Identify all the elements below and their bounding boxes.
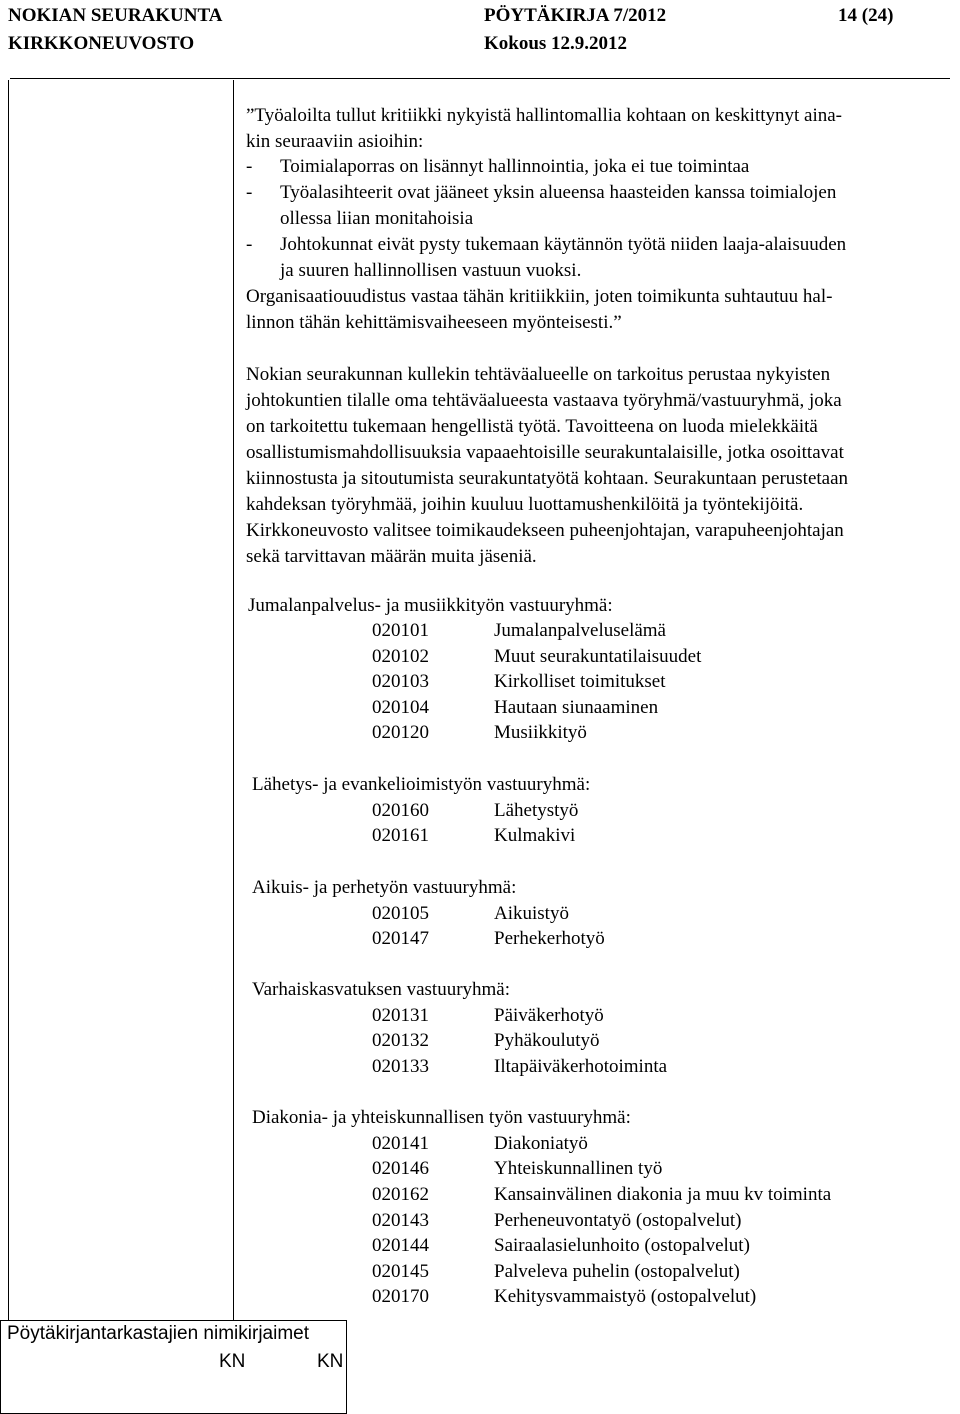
item-code: 020146 bbox=[372, 1158, 429, 1179]
item-name: Aikuistyö bbox=[494, 903, 569, 924]
quote-outro-line: linnon tähän kehittämisvaiheeseen myönteisesti.” bbox=[246, 312, 622, 333]
item-name: Iltapäiväkerhotoiminta bbox=[494, 1056, 668, 1077]
paragraph-line: osallistumismahdollisuuksia vapaaehtoisille seurakuntalaisille, jotka osoittavat bbox=[246, 442, 844, 463]
item-code: 020132 bbox=[372, 1030, 429, 1051]
bullet-text: Toimialaporras on lisännyt hallinnointia, joka ei tue toimintaa bbox=[280, 156, 750, 177]
item-code: 020160 bbox=[372, 800, 429, 821]
signature-initials: KN bbox=[219, 1351, 246, 1372]
item-name: Sairaalasielunhoito (ostopalvelut) bbox=[494, 1235, 750, 1256]
bullet-dash: - bbox=[246, 156, 253, 177]
paragraph-line: kahdeksan työryhmää, joihin kuuluu luottamushenkilöitä ja työntekijöitä. bbox=[246, 494, 804, 515]
item-code: 020141 bbox=[372, 1133, 429, 1154]
bullet-text: ollessa liian monitahoisia bbox=[280, 208, 474, 229]
paragraph-line: johtokuntien tilalle oma tehtäväalueesta vastaava työryhmä/vastuuryhmä, joka bbox=[246, 390, 842, 411]
group-title: Varhaiskasvatuksen vastuuryhmä: bbox=[252, 979, 511, 1000]
item-code: 020162 bbox=[372, 1184, 429, 1205]
item-name: Lähetystyö bbox=[494, 800, 579, 821]
header-rule bbox=[10, 78, 950, 79]
item-name: Muut seurakuntatilaisuudet bbox=[494, 646, 702, 667]
paragraph-line: sekä tarvittavan määrän muita jäseniä. bbox=[246, 546, 537, 567]
item-code: 020105 bbox=[372, 903, 429, 924]
header-page-number: 14 (24) bbox=[838, 5, 894, 26]
group-title: Jumalanpalvelus- ja musiikkityön vastuuryhmä: bbox=[248, 595, 613, 616]
item-code: 020145 bbox=[372, 1261, 429, 1282]
quote-intro-line: kin seuraaviin asioihin: bbox=[246, 131, 424, 152]
signature-box bbox=[0, 1320, 347, 1414]
item-code: 020104 bbox=[372, 697, 429, 718]
item-name: Kansainvälinen diakonia ja muu kv toiminta bbox=[494, 1184, 832, 1205]
quote-outro-line: Organisaatiouudistus vastaa tähän kritiikkiin, joten toimikunta suhtautuu hal- bbox=[246, 286, 833, 307]
item-name: Yhteiskunnallinen työ bbox=[494, 1158, 663, 1179]
signature-initials: KN bbox=[317, 1351, 344, 1372]
item-name: Kirkolliset toimitukset bbox=[494, 671, 666, 692]
item-name: Hautaan siunaaminen bbox=[494, 697, 659, 718]
margin-column bbox=[8, 80, 234, 1320]
quote-intro-line: ”Työaloilta tullut kritiikki nykyistä hallintomallia kohtaan on keskittynyt aina- bbox=[246, 105, 843, 126]
bullet-text: Työalasihteerit ovat jääneet yksin alueensa haasteiden kanssa toimialojen bbox=[280, 182, 837, 203]
bullet-dash: - bbox=[246, 182, 253, 203]
group-title: Aikuis- ja perhetyön vastuuryhmä: bbox=[252, 877, 517, 898]
bullet-dash: - bbox=[246, 234, 253, 255]
paragraph-line: on tarkoitettu tukemaan hengellistä työtä. Tavoitteena on luoda mielekkäitä bbox=[246, 416, 818, 437]
item-code: 020161 bbox=[372, 825, 429, 846]
header-body: KIRKKONEUVOSTO bbox=[8, 33, 195, 54]
header-org: NOKIAN SEURAKUNTA bbox=[8, 5, 223, 26]
header-doc-title: PÖYTÄKIRJA 7/2012 bbox=[484, 5, 667, 26]
signature-title: Pöytäkirjantarkastajien nimikirjaimet bbox=[7, 1323, 309, 1344]
paragraph-line: kiinnostusta ja sitoutumista seurakuntatyötä kohtaan. Seurakuntaan perustetaan bbox=[246, 468, 849, 489]
paragraph-line: Kirkkoneuvosto valitsee toimikaudekseen puheenjohtajan, varapuheenjohtajan bbox=[246, 520, 844, 541]
item-name: Jumalanpalveluselämä bbox=[494, 620, 666, 641]
item-name: Kulmakivi bbox=[494, 825, 576, 846]
item-name: Palveleva puhelin (ostopalvelut) bbox=[494, 1261, 740, 1282]
item-code: 020147 bbox=[372, 928, 429, 949]
item-code: 020144 bbox=[372, 1235, 429, 1256]
item-code: 020103 bbox=[372, 671, 429, 692]
item-name: Perhekerhotyö bbox=[494, 928, 605, 949]
item-code: 020133 bbox=[372, 1056, 429, 1077]
item-code: 020170 bbox=[372, 1286, 429, 1307]
item-name: Musiikkityö bbox=[494, 722, 587, 743]
item-name: Päiväkerhotyö bbox=[494, 1005, 604, 1026]
item-name: Pyhäkoulutyö bbox=[494, 1030, 600, 1051]
header-meeting-date: Kokous 12.9.2012 bbox=[484, 33, 628, 54]
item-code: 020131 bbox=[372, 1005, 429, 1026]
group-title: Lähetys- ja evankelioimistyön vastuuryhmä: bbox=[252, 774, 591, 795]
item-code: 020120 bbox=[372, 722, 429, 743]
item-name: Kehitysvammaistyö (ostopalvelut) bbox=[494, 1286, 757, 1307]
item-code: 020101 bbox=[372, 620, 429, 641]
group-title: Diakonia- ja yhteiskunnallisen työn vastuuryhmä: bbox=[252, 1107, 631, 1128]
bullet-text: Johtokunnat eivät pysty tukemaan käytännön työtä niiden laaja-alaisuuden bbox=[280, 234, 847, 255]
paragraph-line: Nokian seurakunnan kullekin tehtäväalueelle on tarkoitus perustaa nykyisten bbox=[246, 364, 831, 385]
item-code: 020102 bbox=[372, 646, 429, 667]
item-name: Diakoniatyö bbox=[494, 1133, 588, 1154]
item-code: 020143 bbox=[372, 1210, 429, 1231]
item-name: Perheneuvontatyö (ostopalvelut) bbox=[494, 1210, 742, 1231]
bullet-text: ja suuren hallinnollisen vastuun vuoksi. bbox=[280, 260, 582, 281]
